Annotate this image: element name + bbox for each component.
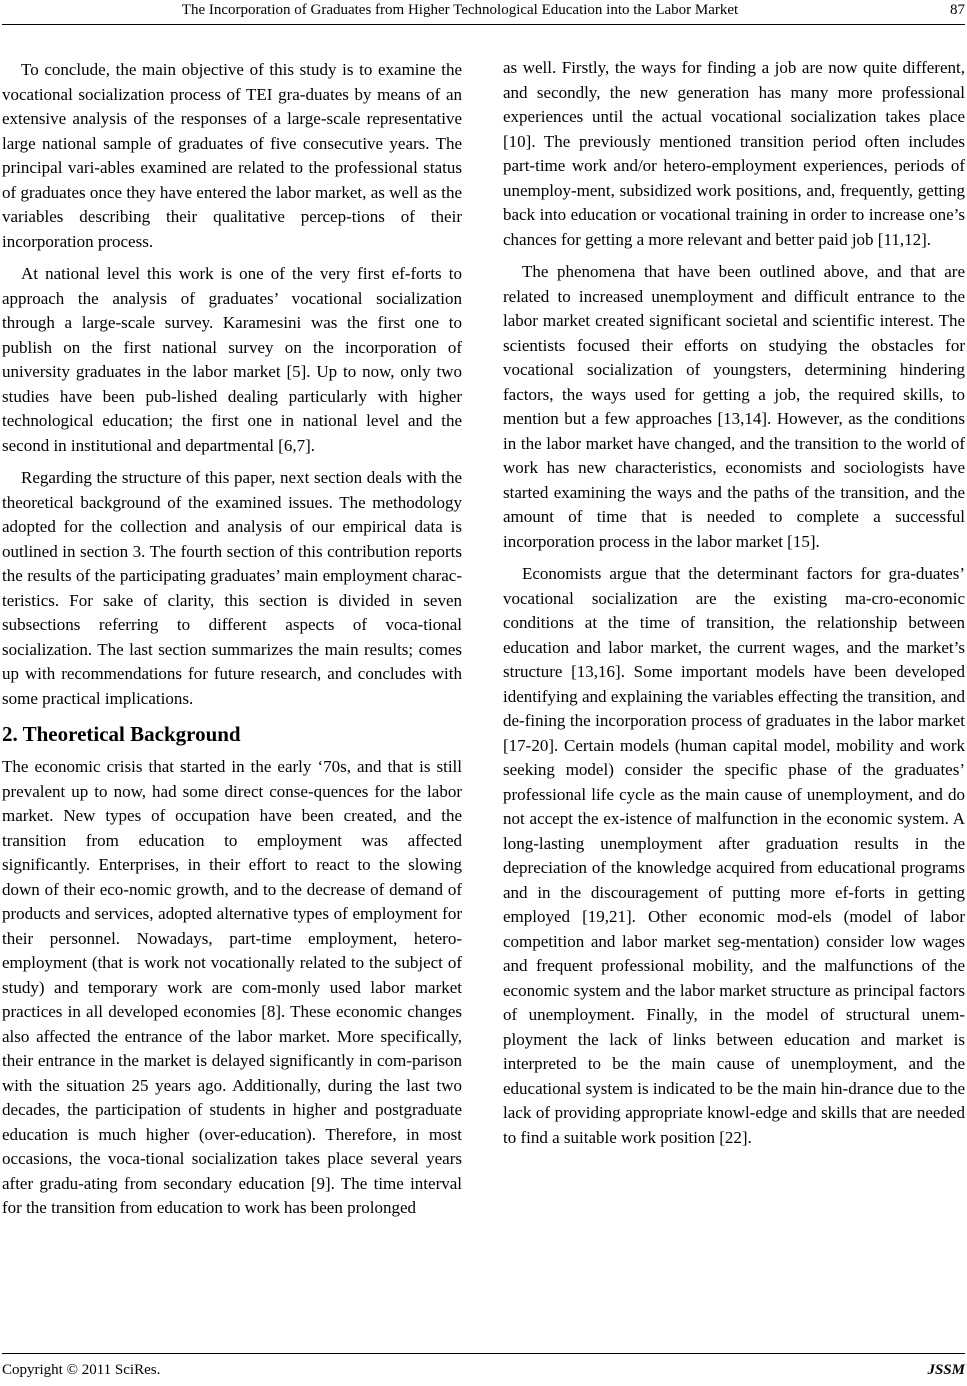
footer-divider [2,1353,965,1354]
paragraph: Regarding the structure of this paper, next section deals with the theoretical background of the examined issues. The methodology adopted for the collection and analysis of our empirical data is outlined in section 3. The fourth section of this contribution reports the results of the participating graduates’ main employment charac-teristics. For sake of clarity, this section is divided in seven subsections referring to different aspects of voca-tional socialization. The last section summarizes the main results; comes up with recommendations for future research, and concludes with some practical implications. [2,468,462,708]
header-divider [2,24,965,25]
running-title: The Incorporation of Graduates from Higher Technological Education into the Labor Market [181,2,739,18]
journal-abbreviation: JSSM [927,1362,965,1378]
right-column [503,56,965,1150]
running-header [0,2,967,24]
paragraph: The phenomena that have been outlined above, and that are related to increased unemployment and difficult entrance to the labor market created significant societal and scientific interest. The scientists focused their efforts on studying the obstacles for vocational socialization of youngsters, determining hindering factors, the ways used for getting a job, the required skills, to mention but a few approaches [13,14]. However, as the conditions in the labor market have changed, and the transition to the world of work has new characteristics, economists and sociologists have started examining the ways and the paths of the transition, and the amount of time that is needed to complete a successful incorporation process in the labor market [15]. [503,262,965,551]
copyright-notice: Copyright © 2011 SciRes. [2,1362,161,1378]
paragraph: To conclude, the main objective of this study is to examine the vocational socialization process of TEI gra-duates by means of an extensive analysis of the responses of a large-scale representative large national sample of graduates of five consecutive years. The principal vari-ables examined are related to the professional status of graduates once they have entered the labor market, as well as the variables describing their qualitative percep-tions of their incorporation process. [2,60,462,251]
left-column [2,58,462,1221]
section-heading: 2. Theoretical Background [2,722,241,746]
paragraph: Economists argue that the determinant factors for gra-duates’ vocational socialization are the existing ma-cro-economic conditions at the time of transition, the relationship between education and labor market, the current wages, and the market’s structure [13,16]. Some important models have been developed identifying and explaining the variables effecting the transition, and de-fining the incorporation process of graduates in the labor market [17-20]. Certain models (human capital model, mobility and work seeking model) consider the specific phase of the graduates’ professional life cycle as the main cause of unemployment, and do not accept the ex-istence of malfunction in the economic system. A long-lasting unemployment after graduation results in the depreciation of the knowledge acquired from educational programs and in the discouragement of putting more ef-forts in getting employed [19,21]. Other economic mod-els (model of labor competition and labor market seg-mentation) consider low wages and frequent professional mobility, and the malfunctions of the economic system and the labor market structure as principal factors of unemployment. Finally, in the model of structural unem-ployment the lack of links between education and market is interpreted to be the main cause of unemployment, and the educational system is indicated to be the main hin-drance due to the lack of providing appropriate knowl-edge and skills that are needed to find a suitable work position [22]. [503,564,965,1147]
paragraph: as well. Firstly, the ways for finding a job are now quite different, and secondly, the new generation has many more professional experiences until the actual vocational socialization takes place [10]. The previously mentioned transition period often includes part-time work and/or hetero-employment experiences, periods of unemploy-ment, subsidized work positions, and, frequently, getting back into education or vocational training in order to increase one’s chances for getting a more relevant and better paid job [11,12]. [503,58,965,249]
paragraph: The economic crisis that started in the early ‘70s, and that is still prevalent up to now, had some direct conse-quences for the labor market. New types of occupation have been created, and the transition from education to employment was affected significantly. Enterprises, in their effort to react to the slowing down of their eco-nomic growth, and to the decrease of demand of products and services, adopted alternative types of employment for their personnel. Nowadays, part-time employment, hetero-employment (that is work not vocationally related to the subject of study) and temporary work are com-monly used labor market practices in all developed economies [8]. These economic changes also affected the entrance of the labor market. More specifically, their entrance in the market is delayed significantly in com-parison with the situation 25 years ago. Additionally, during the last two decades, the participation of students in higher and postgraduate education is much higher (over-education). Therefore, in most occasions, the voca-tional socialization takes place several years after gradu-ating from secondary education [9]. The time interval for the transition from education to work has been prolonged [2,757,462,1217]
page-number: 87 [950,2,965,18]
paragraph: At national level this work is one of the very first ef-forts to approach the analysis of graduates’ vocational socialization through a large-scale survey. Karamesini was the first one to publish on the first national survey on the incorporation of university graduates in the labor market [5]. Up to now, only two studies have been pub-lished dealing particularly with higher technological education; the first one in national level and the second in institutional and departmental [6,7]. [2,264,462,455]
